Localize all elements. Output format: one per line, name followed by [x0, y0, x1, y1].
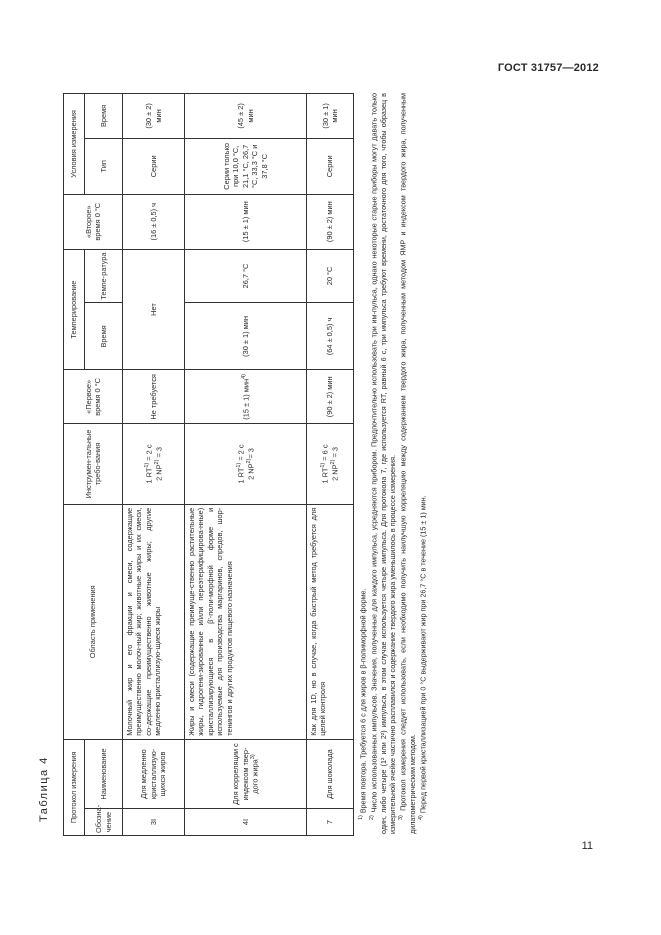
measurement-protocol-table	[63, 93, 354, 836]
cell-scope: Жиры и смеси (содержащие преимуще-ственно растительные жиры, гидрогени-зированные и/или переэтерифицирова-нные) кристаллизирующиеся в β'-поли-морфной форме и используемые для производства маргаринов, спредов, шор-тенингов и других продуктов пищевого назначения	[185, 504, 307, 739]
cell-first-time: (15 ± 1) мин$^{4)}$	[185, 370, 307, 424]
footnote-4: $^{4)}$ Перед первой кристаллизацией при 0 °С выдерживают жир при 26,7 °С в течение (15 ± 1) мин.	[418, 495, 428, 820]
footnote-2: $^{2)}$ Число использованных импульсов. Значения, полученные для каждого импульса, усредняются прибором. Предпочтительно использовать три им-пульса, однако некоторые старые приборы могут давать только один, либо четыре (1² или 2²) импульса, в этом случае используется четыре импульса. Для протокола 7, где используется RT, равный 6 с, три импульса требуют времени, достаточного для того, чтобы образец в измерительной ячейке частично расплавился и содержание твердого жира уменьшилось в процессе измерения.	[368, 92, 397, 834]
cell-scope: Молочный жир и его фракции и смеси, содержащие преимущественно молоч-ный жир; животные жиры и их смеси, со-держащие преимущественно животные жиры; другие медленно кристаллизую-щиеся жиры	[123, 504, 185, 739]
cell-type: Серии только при 10,0 °С, 21,1 °С, 26,7 °С, 33,3 °С и 37,8 °С	[185, 138, 307, 194]
cell-first-time: (90 ± 2) мин	[307, 370, 354, 424]
header-code: Обозна-чение	[85, 809, 123, 836]
cell-code: 4I	[185, 809, 307, 836]
header-instr: Инструмен-тальные требо-вания	[64, 424, 123, 505]
cell-tempering-time: (64 ± 0,5) ч	[307, 303, 354, 370]
cell-second-time: (16 ± 0,5) ч	[123, 194, 185, 249]
cell-time: (30 ± 2) мин	[123, 94, 185, 139]
table-row	[123, 94, 185, 836]
cell-name: Для шоколада	[307, 739, 354, 808]
header-type: Тип	[85, 138, 123, 194]
cell-type: Серии	[123, 138, 185, 194]
cell-type: Серии	[307, 138, 354, 194]
cell-instr: 1 $RT^{1)} = 6$ с 2 $NP^{2)} = 3$	[307, 424, 354, 505]
rotated-table-block	[63, 93, 461, 836]
footnote-3: $^{3)}$ Протокол измерения следует использовать, если необходимо получить наилучшую корреляцию между содержанием твердого жира, полученным методом ЯМР и индексом твердого жира, полученным дилатометрическим методом.	[398, 93, 417, 834]
cell-tempering: Нет	[123, 249, 185, 370]
page-number: 11	[581, 840, 593, 852]
header-name: Наименование	[85, 739, 123, 808]
cell-time: (45 ± 2) мин	[185, 94, 307, 139]
cell-code: 3I	[123, 809, 185, 836]
table-caption: Таблица 4	[38, 756, 50, 822]
cell-scope: Как для 1D, но в случае, когда быстрый метод требуется для целей контроля	[307, 504, 354, 739]
footnote-1: $^{1)}$ Время повтора. Требуется 6 с для жиров в β-полиморфной форме.	[358, 588, 368, 820]
cell-first-time: Не требуется	[123, 370, 185, 424]
table-row	[307, 94, 354, 836]
header-second-time: «Второе» время 0 °С	[64, 194, 123, 249]
cell-name: Для медленно кристаллизую-щихся жиров	[123, 739, 185, 808]
document-header: ГОСТ 31757—2012	[497, 62, 599, 74]
cell-tempering-temp: 20 °С	[307, 249, 354, 303]
table-row	[185, 94, 307, 836]
header-conditions: Условия измерения	[64, 94, 85, 195]
header-time: Время	[85, 94, 123, 139]
header-first-time: «Первое» время 0 °С	[64, 370, 123, 424]
cell-tempering-time: (30 ± 1) мин	[185, 303, 307, 370]
cell-code: 7	[307, 809, 354, 836]
cell-second-time: (90 ± 2) мин	[307, 194, 354, 249]
cell-tempering-temp: 26,7 °С	[185, 249, 307, 303]
footnotes	[358, 93, 428, 836]
cell-second-time: (15 ± 1) мин	[185, 194, 307, 249]
cell-instr: 1 $RT^{1)} = 2$ с 2 $NP^{2)} = 3$	[123, 424, 185, 505]
header-tempering: Темперирование	[64, 249, 85, 370]
cell-time: (30 ± 1) мин	[307, 94, 354, 139]
cell-name: Для корреляции с индексом твер-дого жира$^{3)}$	[185, 739, 307, 808]
header-protocol: Протокол измерения	[64, 739, 85, 835]
header-tempering-temp: Темпе-ратура	[85, 249, 123, 303]
cell-instr: 1 $RT^{1)} = 2$ с 2 $NP^{2)}= 3$	[185, 424, 307, 505]
header-scope: Область применения	[64, 504, 123, 739]
header-tempering-time: Время	[85, 303, 123, 370]
